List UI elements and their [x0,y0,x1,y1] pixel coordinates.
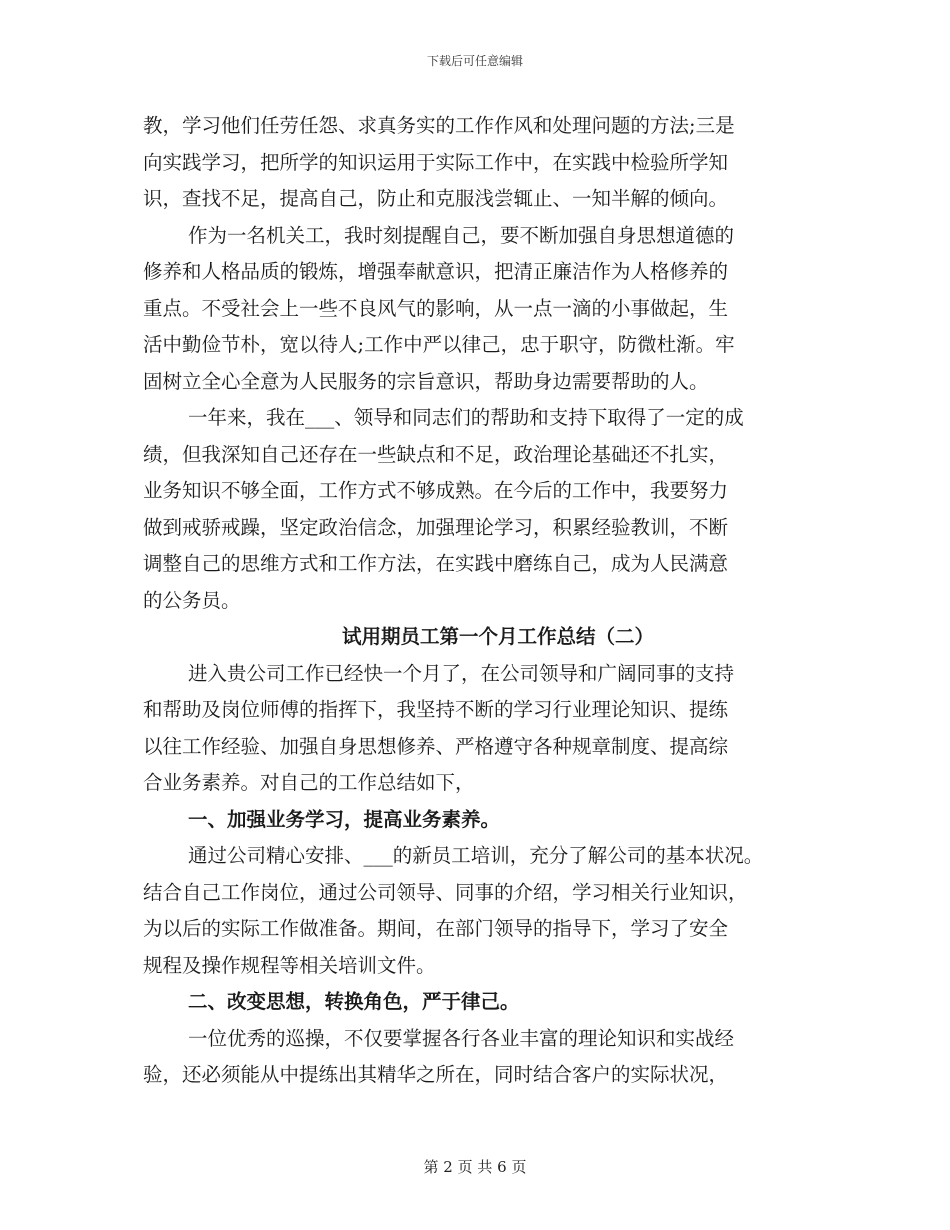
paragraph-start: 进入贵公司工作已经快一个月了，在公司领导和广阔同事的支持 [188,661,735,685]
text-line: 和帮助及岗位师傅的指挥下，我坚持不断的学习行业理论知识、提练 [143,698,729,721]
paragraph-start: 一年来，我在___、领导和同志们的帮助和支持下取得了一定的成 [188,406,744,429]
text-line: 修养和人格品质的锻炼，增强奉献意识，把清正廉洁作为人格修养的 [143,260,729,283]
text-line: 识，查找不足，提高自己，防止和克服浅尝辄止、一知半解的倾向。 [143,187,729,210]
text-line: 的公务员。 [143,588,241,612]
text-line: 重点。不受社会上一些不良风气的影响，从一点一滴的小事做起，生 [143,296,729,320]
text-line: 绩，但我深知自己还存在一些缺点和不足，政治理论基础还不扎实， [143,442,729,466]
text-line: 向实践学习，把所学的知识运用于实际工作中，在实践中检验所学知 [143,150,729,174]
paragraph-start: 一位优秀的巡操，不仅要掌握各行各业丰富的理论知识和实战经 [188,1026,735,1050]
text-line: 为以后的实际工作做准备。期间，在部门领导的指导下，学习了安全 [143,917,729,940]
text-line: 验，还必须能从中提练出其精华之所在，同时结合客户的实际状况， [143,1063,729,1086]
text-line: 规程及操作规程等相关培训文件。 [143,953,436,977]
text-line: 活中勤俭节朴，宽以待人;工作中严以律己，忠于职守，防微杜渐。牢 [143,333,735,356]
text-line: 结合自己工作岗位，通过公司领导、同事的介绍，学习相关行业知识， [143,880,748,904]
text-line: 合业务素养。对自己的工作总结如下， [143,771,475,794]
text-line: 做到戒骄戒躁，坚定政治信念，加强理论学习，积累经验教训，不断 [143,515,729,539]
page-header: 下载后可任意编辑 [426,54,523,68]
text-line: 教，学习他们任劳任怨、求真务实的工作作风和处理问题的方法;三是 [143,114,735,137]
heading-1: 一、加强业务学习，提高业务素养。 [188,807,501,831]
heading-2: 二、改变思想，转换角色，严于律己。 [188,990,520,1013]
text-line: 业务知识不够全面，工作方式不够成熟。在今后的工作中，我要努力 [143,479,729,502]
text-line: 调整自己的思维方式和工作方法，在实践中磨练自己，成为人民满意 [143,552,729,575]
document-body [143,108,823,1094]
paragraph-start: 通过公司精心安排、___的新员工培训，充分了解公司的基本状况。 [188,844,764,867]
paragraph-start: 作为一名机关工，我时刻提醒自己，要不断加强自身思想道德的 [188,223,735,247]
text-line: 以往工作经验、加强自身思想修养、严格遵守各种规章制度、提高综 [143,734,729,758]
text-line: 固树立全心全意为人民服务的宗旨意识，帮助身边需要帮助的人。 [143,369,709,393]
page-footer: 第 2 页 共 6 页 [423,1158,527,1176]
section-title: 试用期员工第一个月工作总结（二） [341,625,654,648]
